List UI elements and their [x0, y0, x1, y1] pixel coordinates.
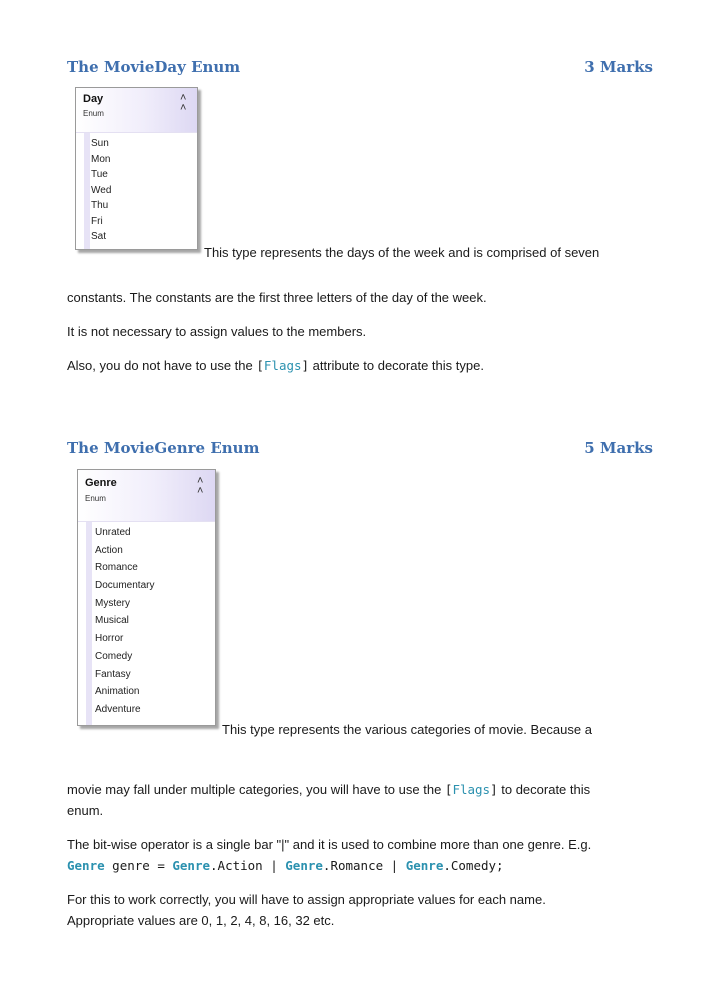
text: Also, you do not have to use the — [67, 358, 257, 373]
enum-member: Documentary — [95, 580, 155, 592]
enum-member: Adventure — [95, 703, 141, 715]
code-bracket-open: [ — [256, 358, 264, 373]
text: to decorate this — [497, 782, 591, 797]
code-bracket-open: [ — [444, 782, 453, 797]
diagram-member-bar — [86, 522, 92, 725]
section-marks-movieday: 3 Marks — [584, 58, 653, 76]
enum-member: Romance — [95, 562, 138, 574]
code-text: .Comedy; — [443, 858, 504, 873]
code-example — [67, 855, 504, 876]
double-chevron-up-icon[interactable]: ˄ ˄ — [180, 92, 187, 114]
enum-member: Action — [95, 544, 123, 556]
code-text: genre = — [104, 858, 173, 873]
movieday-paragraph-1-cont: constants. The constants are the first three letters of the day of the week. — [67, 290, 487, 305]
section-title-movieday: The MovieDay Enum — [67, 58, 241, 76]
diagram-member-list — [91, 136, 111, 245]
diagram-type-name: Genre — [85, 477, 117, 489]
code-text: .Romance | — [322, 858, 406, 873]
diagram-type-name: Day — [83, 93, 104, 105]
code-type: Genre — [405, 858, 444, 873]
code-type: Genre — [172, 858, 211, 873]
moviegenre-paragraph-3-line-2: Appropriate values are 0, 1, 2, 4, 8, 16, 32 etc. — [67, 913, 335, 928]
movieday-paragraph-1-start: This type represents the days of the week and is comprised of seven — [204, 245, 600, 260]
enum-member: Musical — [95, 615, 129, 627]
moviegenre-paragraph-1-start: This type represents the various categories of movie. Because a — [222, 722, 592, 737]
moviegenre-paragraph-1-cont — [67, 779, 590, 800]
moviegenre-paragraph-1-end: enum. — [67, 803, 104, 818]
enum-member: Animation — [95, 686, 140, 698]
enum-member: Horror — [95, 633, 124, 645]
code-flags: Flags — [452, 782, 491, 797]
enum-member: Fri — [91, 215, 103, 227]
code-type: Genre — [67, 858, 105, 873]
code-bracket-close: ] — [490, 782, 498, 797]
code-text: .Action | — [210, 858, 286, 873]
double-chevron-up-icon[interactable]: ˄ ˄ — [197, 475, 204, 497]
movieday-paragraph-3 — [67, 355, 484, 376]
enum-member: Fantasy — [95, 668, 131, 680]
enum-member: Mon — [91, 153, 111, 165]
section-title-moviegenre: The MovieGenre Enum — [67, 439, 260, 457]
enum-member: Sun — [91, 138, 109, 149]
enum-member: Wed — [91, 184, 112, 196]
enum-member: Sat — [91, 231, 107, 242]
text: attribute to decorate this type. — [309, 358, 484, 373]
code-type: Genre — [285, 858, 323, 873]
movieday-paragraph-2: It is not necessary to assign values to the members. — [67, 324, 367, 339]
diagram-stereotype: Enum — [83, 109, 104, 118]
enum-member: Comedy — [95, 650, 133, 662]
enum-member: Tue — [91, 169, 108, 180]
moviegenre-paragraph-3-line-1: For this to work correctly, you will have to assign appropriate values for each name. — [67, 892, 546, 907]
enum-member: Unrated — [95, 527, 131, 538]
code-bracket-close: ] — [301, 358, 310, 373]
text: movie may fall under multiple categories, you will have to use the — [67, 782, 445, 797]
code-flags: Flags — [263, 358, 302, 373]
diagram-stereotype: Enum — [85, 494, 106, 503]
day-enum-diagram — [75, 87, 198, 250]
section-marks-moviegenre: 5 Marks — [584, 439, 653, 457]
diagram-member-list — [95, 524, 154, 719]
genre-enum-diagram — [77, 469, 216, 726]
moviegenre-paragraph-2: The bit-wise operator is a single bar "|" and it is used to combine more than one genre. E.g. — [67, 837, 592, 852]
diagram-member-bar — [84, 133, 90, 249]
enum-member: Thu — [91, 200, 109, 211]
enum-member: Mystery — [95, 597, 130, 609]
